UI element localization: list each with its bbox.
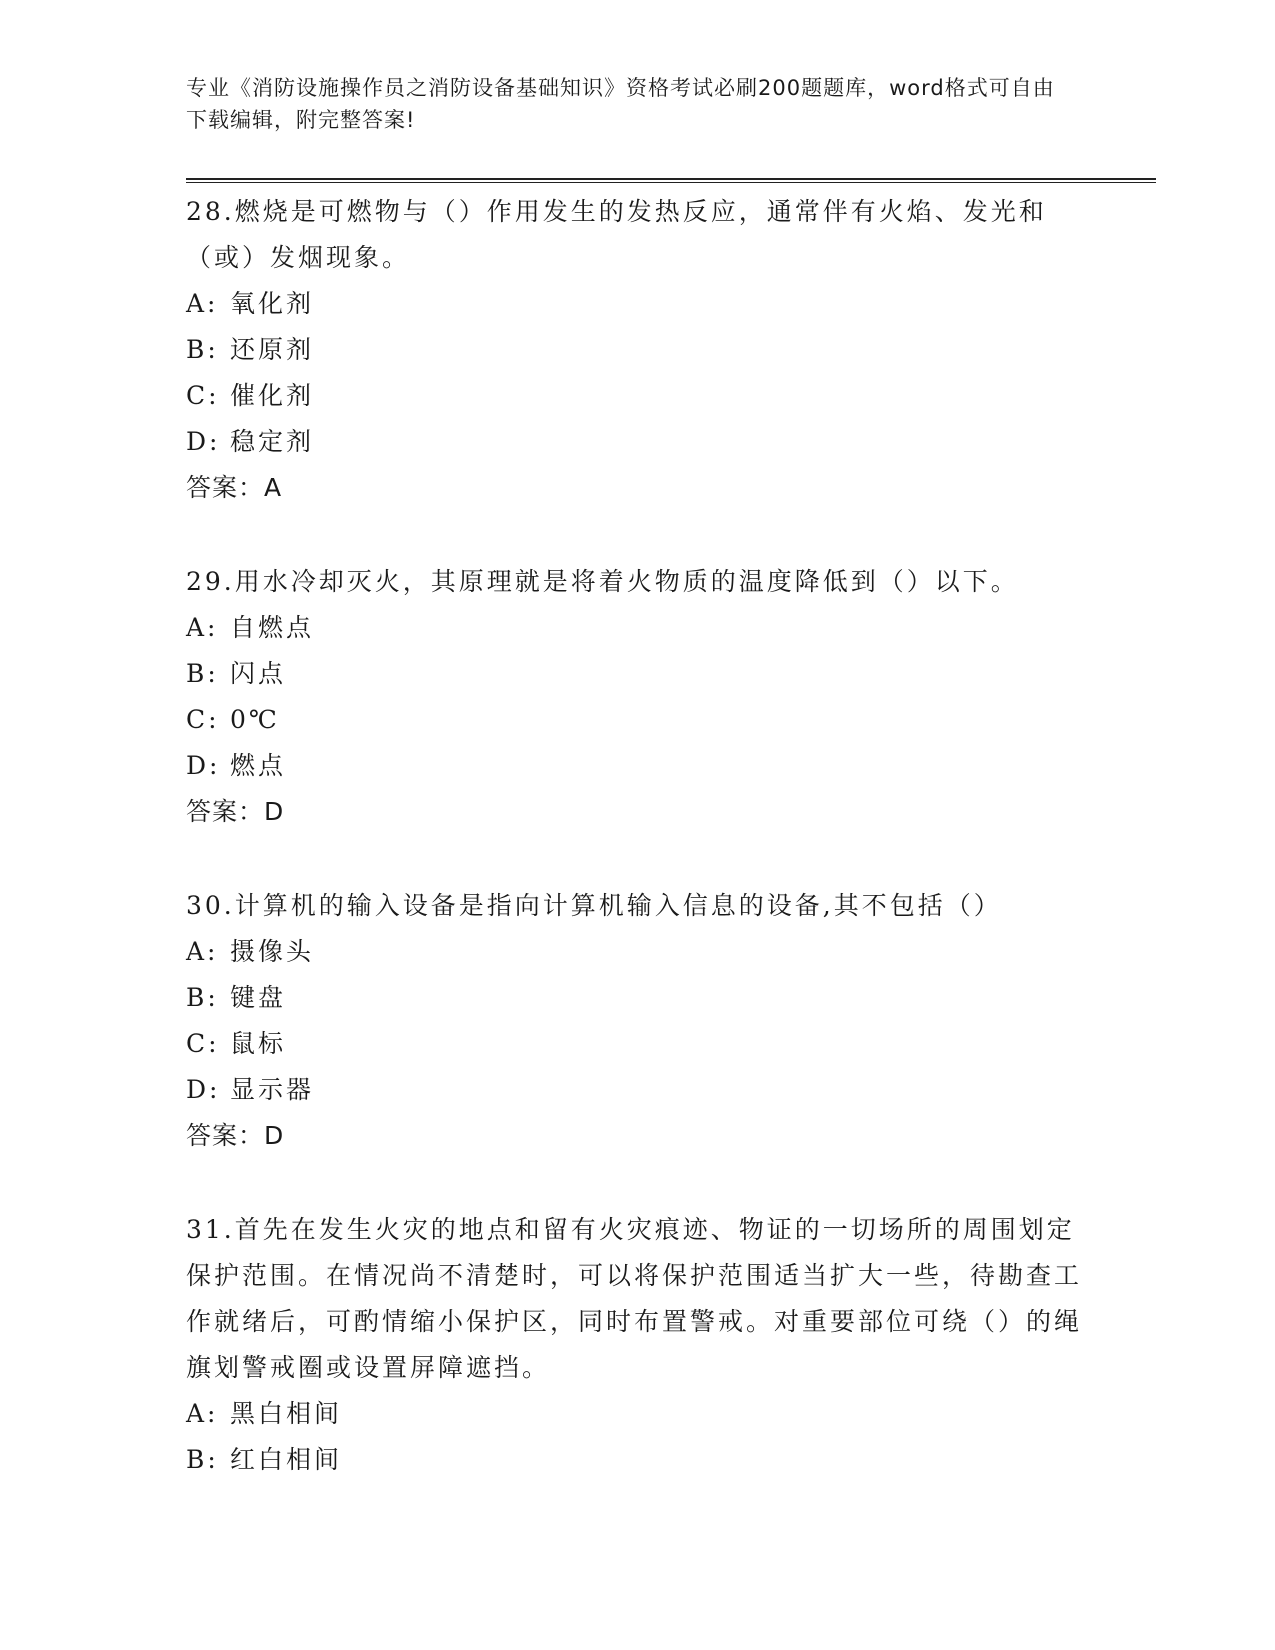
option-text: 闪点 xyxy=(230,659,287,688)
option-text: 0℃ xyxy=(230,705,280,734)
option-letter: B: xyxy=(186,335,219,364)
header-divider xyxy=(186,178,1156,183)
option-d xyxy=(186,419,1156,465)
option-b xyxy=(186,1437,1156,1483)
option-letter: C: xyxy=(186,1029,220,1058)
option-b xyxy=(186,327,1156,373)
answer-line: 答案：A xyxy=(186,473,283,502)
option-letter: A: xyxy=(186,1399,219,1428)
option-text: 显示器 xyxy=(230,1075,315,1104)
option-letter: D: xyxy=(186,751,221,780)
document-header: 专业《消防设施操作员之消防设备基础知识》资格考试必刷200题题库，word格式可自由下载编辑，附完整答案! xyxy=(186,76,1055,132)
option-text: 氧化剂 xyxy=(230,289,315,318)
question-stem: 30.计算机的输入设备是指向计算机输入信息的设备,其不包括（） xyxy=(186,891,1002,920)
option-text: 摄像头 xyxy=(230,937,315,966)
option-letter: A: xyxy=(186,613,219,642)
option-c xyxy=(186,1021,1156,1067)
option-a xyxy=(186,929,1156,975)
option-letter: B: xyxy=(186,983,219,1012)
answer-line: 答案：D xyxy=(186,797,285,826)
question-29 xyxy=(186,559,1156,835)
option-letter: A: xyxy=(186,289,219,318)
option-letter: C: xyxy=(186,381,220,410)
option-d xyxy=(186,743,1156,789)
question-stem: 31.首先在发生火灾的地点和留有火灾痕迹、物证的一切场所的周围划定保护范围。在情况尚不清楚时，可以将保护范围适当扩大一些，待勘查工作就绪后，可酌情缩小保护区，同时布置警戒。对重要部位可绕（）的绳旗划警戒圈或设置屏障遮挡。 xyxy=(186,1215,1083,1382)
option-text: 稳定剂 xyxy=(230,427,315,456)
option-letter: A: xyxy=(186,937,219,966)
option-letter: C: xyxy=(186,705,220,734)
option-letter: D: xyxy=(186,1075,221,1104)
document-page xyxy=(186,72,1156,1531)
option-letter: D: xyxy=(186,427,221,456)
question-30 xyxy=(186,883,1156,1159)
option-text: 黑白相间 xyxy=(230,1399,343,1428)
option-c xyxy=(186,373,1156,419)
option-a xyxy=(186,281,1156,327)
option-text: 燃点 xyxy=(230,751,287,780)
option-b xyxy=(186,651,1156,697)
option-d xyxy=(186,1067,1156,1113)
option-text: 自燃点 xyxy=(230,613,315,642)
option-letter: B: xyxy=(186,659,219,688)
question-31 xyxy=(186,1207,1156,1483)
question-stem: 28.燃烧是可燃物与（）作用发生的发热反应，通常伴有火焰、发光和（或）发烟现象。 xyxy=(186,197,1047,272)
option-text: 还原剂 xyxy=(230,335,315,364)
option-letter: B: xyxy=(186,1445,219,1474)
option-b xyxy=(186,975,1156,1021)
question-list xyxy=(186,189,1156,1483)
option-text: 催化剂 xyxy=(230,381,315,410)
question-28 xyxy=(186,189,1156,511)
option-text: 红白相间 xyxy=(230,1445,343,1474)
option-a xyxy=(186,1391,1156,1437)
option-a xyxy=(186,605,1156,651)
option-text: 键盘 xyxy=(230,983,287,1012)
option-text: 鼠标 xyxy=(230,1029,287,1058)
answer-line: 答案：D xyxy=(186,1121,285,1150)
option-c xyxy=(186,697,1156,743)
question-stem: 29.用水冷却灭火，其原理就是将着火物质的温度降低到（）以下。 xyxy=(186,567,1019,596)
